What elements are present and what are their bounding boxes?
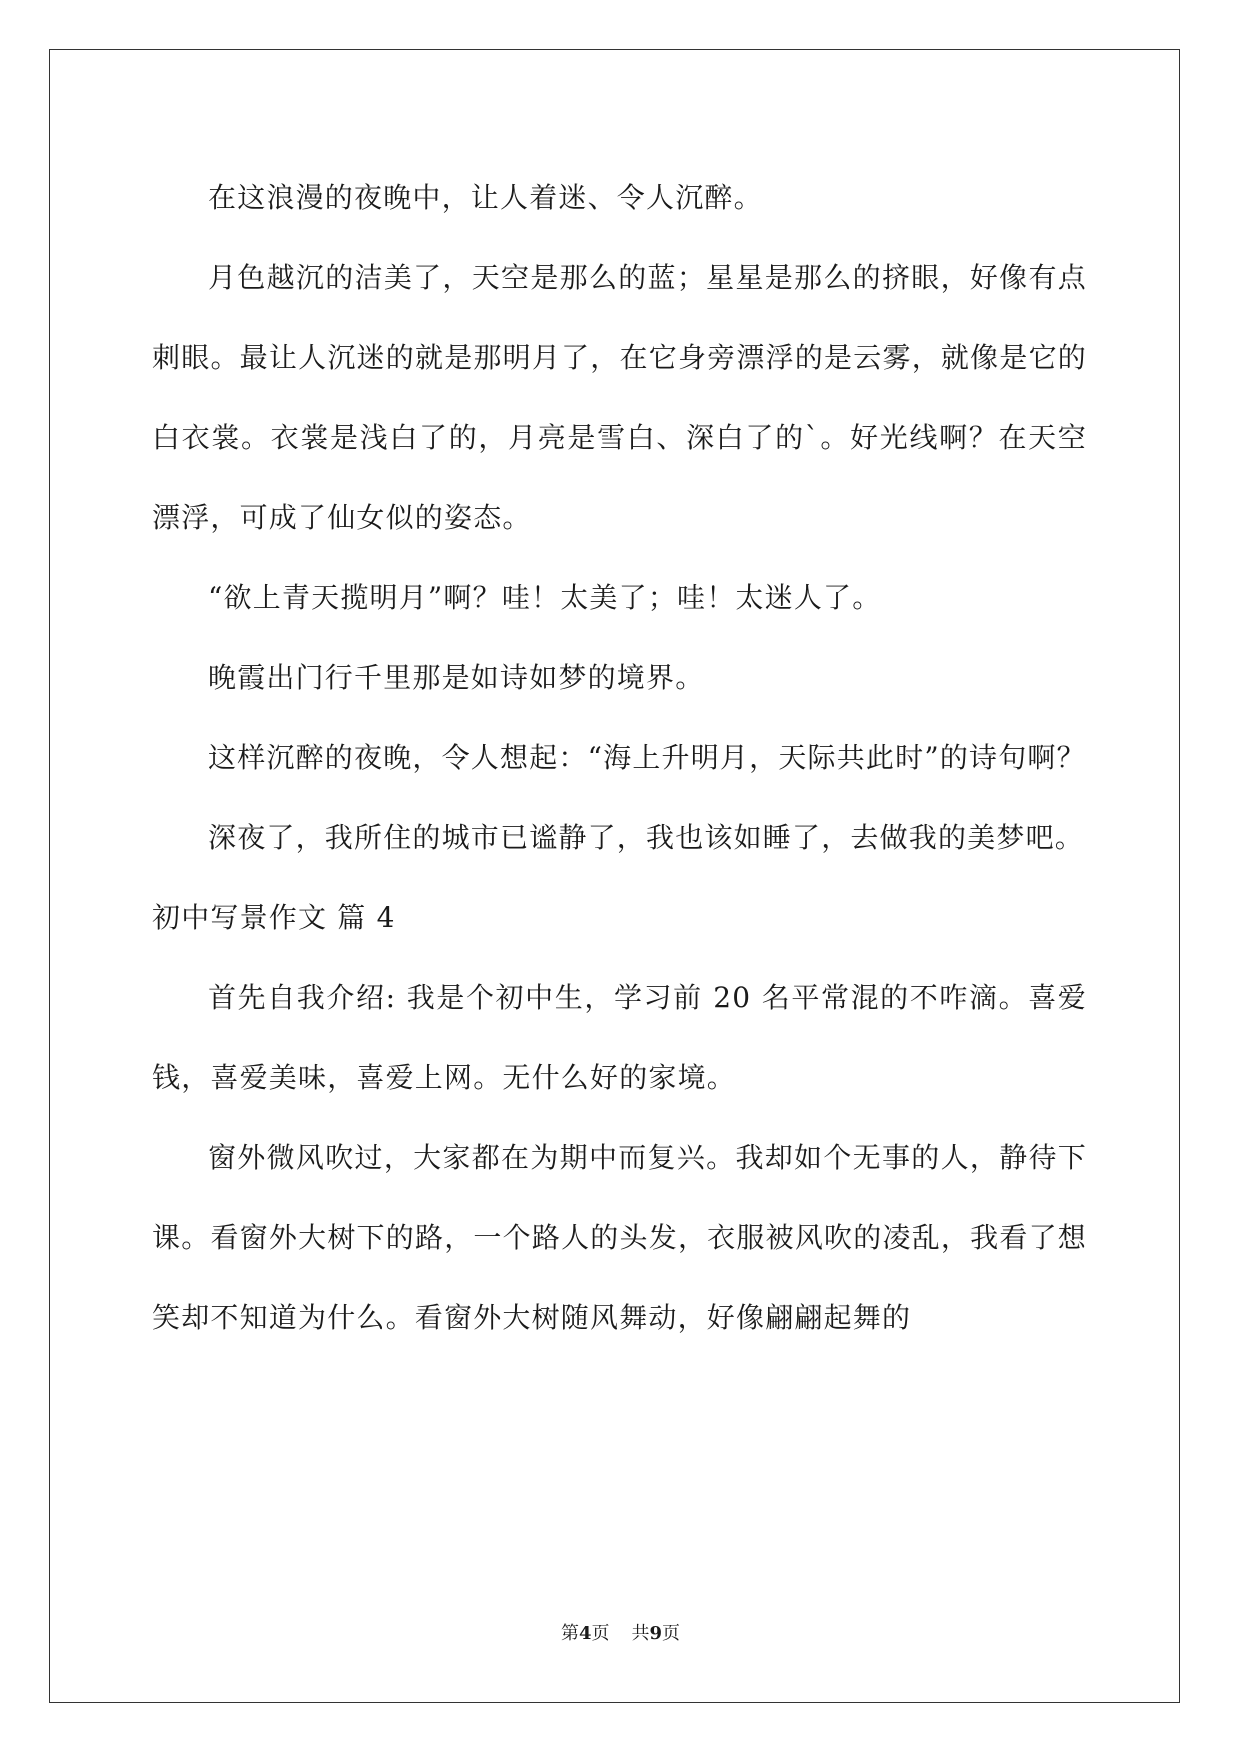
page-footer bbox=[0, 1619, 1241, 1645]
document-body bbox=[152, 158, 1087, 1358]
paragraph-3: “欲上青天揽明月”啊？哇！太美了；哇！太迷人了。 bbox=[208, 581, 882, 614]
page-current: 4 bbox=[578, 1623, 592, 1644]
page-suffix: 页 bbox=[591, 1623, 610, 1644]
page-prefix: 第 bbox=[560, 1623, 579, 1644]
paragraph-7: 首先自我介绍: 我是个初中生，学习前 20 名平常混的不咋滴。喜爱钱，喜爱美味，喜爱上网。无什么好的家境。 bbox=[152, 981, 1087, 1094]
paragraph-6: 深夜了，我所住的城市已谧静了，我也该如睡了，去做我的美梦吧。 bbox=[208, 821, 1085, 854]
section-heading: 初中写景作文 篇 4 bbox=[152, 901, 396, 934]
paragraph-5: 这样沉醉的夜晚，令人想起：“海上升明月，天际共此时”的诗句啊？ bbox=[208, 741, 1086, 774]
total-prefix: 共 bbox=[631, 1623, 650, 1644]
page-total: 9 bbox=[649, 1623, 663, 1644]
paragraph-8: 窗外微风吹过，大家都在为期中而复兴。我却如个无事的人，静待下课。看窗外大树下的路，一个路人的头发，衣服被风吹的凌乱，我看了想笑却不知道为什么。看窗外大树随风舞动，好像翩翩起舞的 bbox=[152, 1141, 1087, 1334]
total-suffix: 页 bbox=[662, 1623, 681, 1644]
paragraph-2: 月色越沉的洁美了，天空是那么的蓝；星星是那么的挤眼，好像有点刺眼。最让人沉迷的就是那明月了，在它身旁漂浮的是云雾，就像是它的白衣裳。衣裳是浅白了的，月亮是雪白、深白了的`。好光线啊？在天空漂浮，可成了仙女似的姿态。 bbox=[152, 261, 1087, 534]
paragraph-1: 在这浪漫的夜晚中，让人着迷、令人沉醉。 bbox=[208, 181, 763, 214]
paragraph-4: 晚霞出门行千里那是如诗如梦的境界。 bbox=[208, 661, 705, 694]
